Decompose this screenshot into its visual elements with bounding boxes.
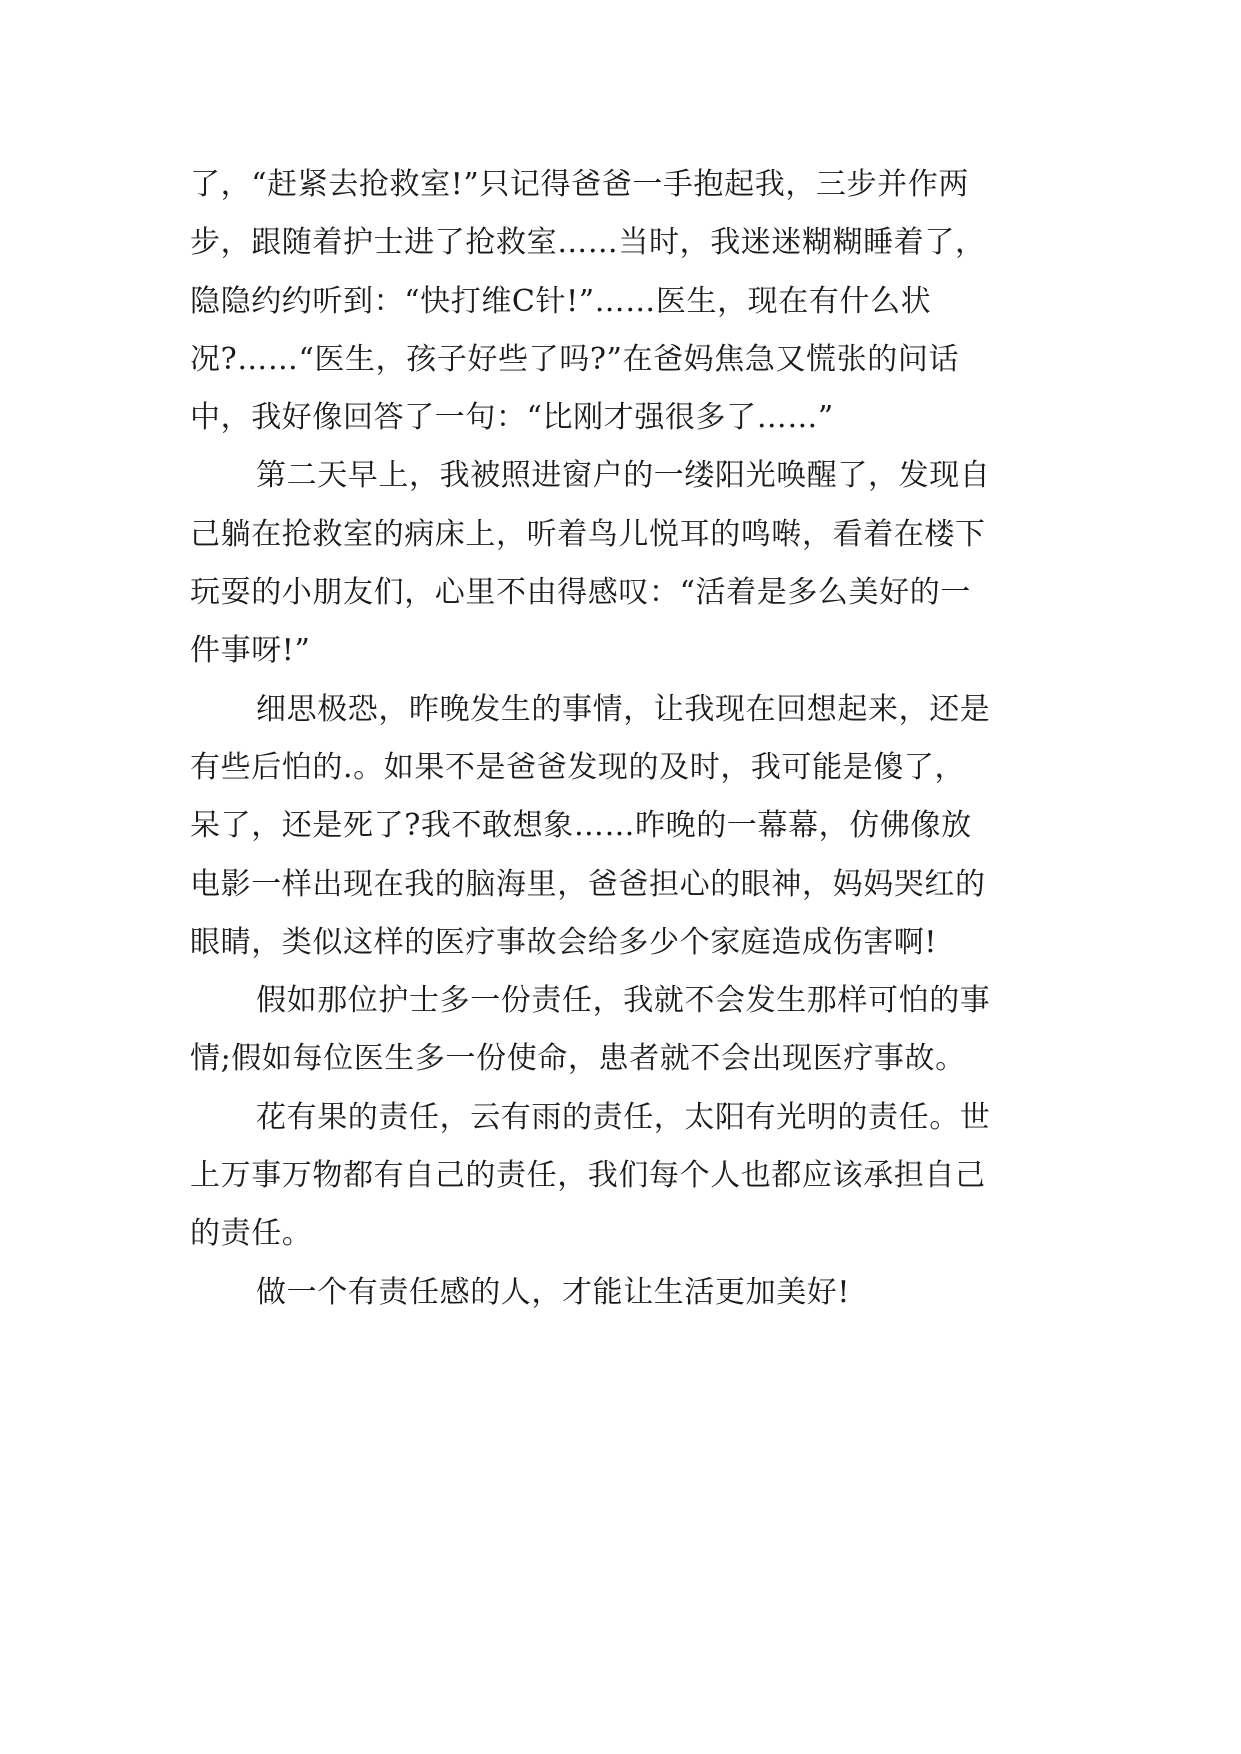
text-line: 做一个有责任感的人，才能让生活更加美好!	[256, 1274, 851, 1310]
text-line: 第二天早上，我被照进窗户的一缕阳光唤醒了，发现自	[256, 458, 991, 494]
text-line: 玩耍的小朋友们，心里不由得感叹：“活着是多么美好的一	[190, 575, 971, 611]
text-line: 细思极恐，昨晚发生的事情，让我现在回想起来，还是	[256, 691, 991, 727]
text-line: 有些后怕的.。如果不是爸爸发现的及时，我可能是傻了，	[190, 749, 966, 785]
text-line: 况?……“医生，孩子好些了吗?”在爸妈焦急又慌张的问话	[190, 341, 960, 377]
text-line: 花有果的责任，云有雨的责任，太阳有光明的责任。世	[256, 1099, 991, 1135]
text-line: 隐隐约约听到：“快打维C针!”……医生，现在有什么状	[190, 283, 932, 319]
text-line: 呆了，还是死了?我不敢想象……昨晚的一幕幕，仿佛像放	[190, 808, 972, 844]
text-line: 电影一样出现在我的脑海里，爸爸担心的眼神，妈妈哭红的	[190, 866, 986, 902]
text-line: 情;假如每位医生多一份使命，患者就不会出现医疗事故。	[190, 1041, 966, 1077]
text-line: 的责任。	[190, 1216, 313, 1252]
text-line: 步，跟随着护士进了抢救室……当时，我迷迷糊糊睡着了，	[190, 225, 986, 261]
text-line: 中，我好像回答了一句：“比刚才强很多了……”	[190, 400, 834, 436]
text-line: 件事呀!”	[190, 633, 311, 669]
text-line: 己躺在抢救室的病床上，听着鸟儿悦耳的鸣啭，看着在楼下	[190, 516, 986, 552]
text-line: 眼睛，类似这样的医疗事故会给多少个家庭造成伤害啊!	[190, 924, 938, 960]
body-text	[190, 156, 1070, 1322]
text-line: 了，“赶紧去抢救室!”只记得爸爸一手抱起我，三步并作两	[190, 167, 969, 202]
text-line: 上万事万物都有自己的责任，我们每个人也都应该承担自己	[190, 1158, 986, 1194]
text-line: 假如那位护士多一份责任，我就不会发生那样可怕的事	[256, 983, 991, 1019]
